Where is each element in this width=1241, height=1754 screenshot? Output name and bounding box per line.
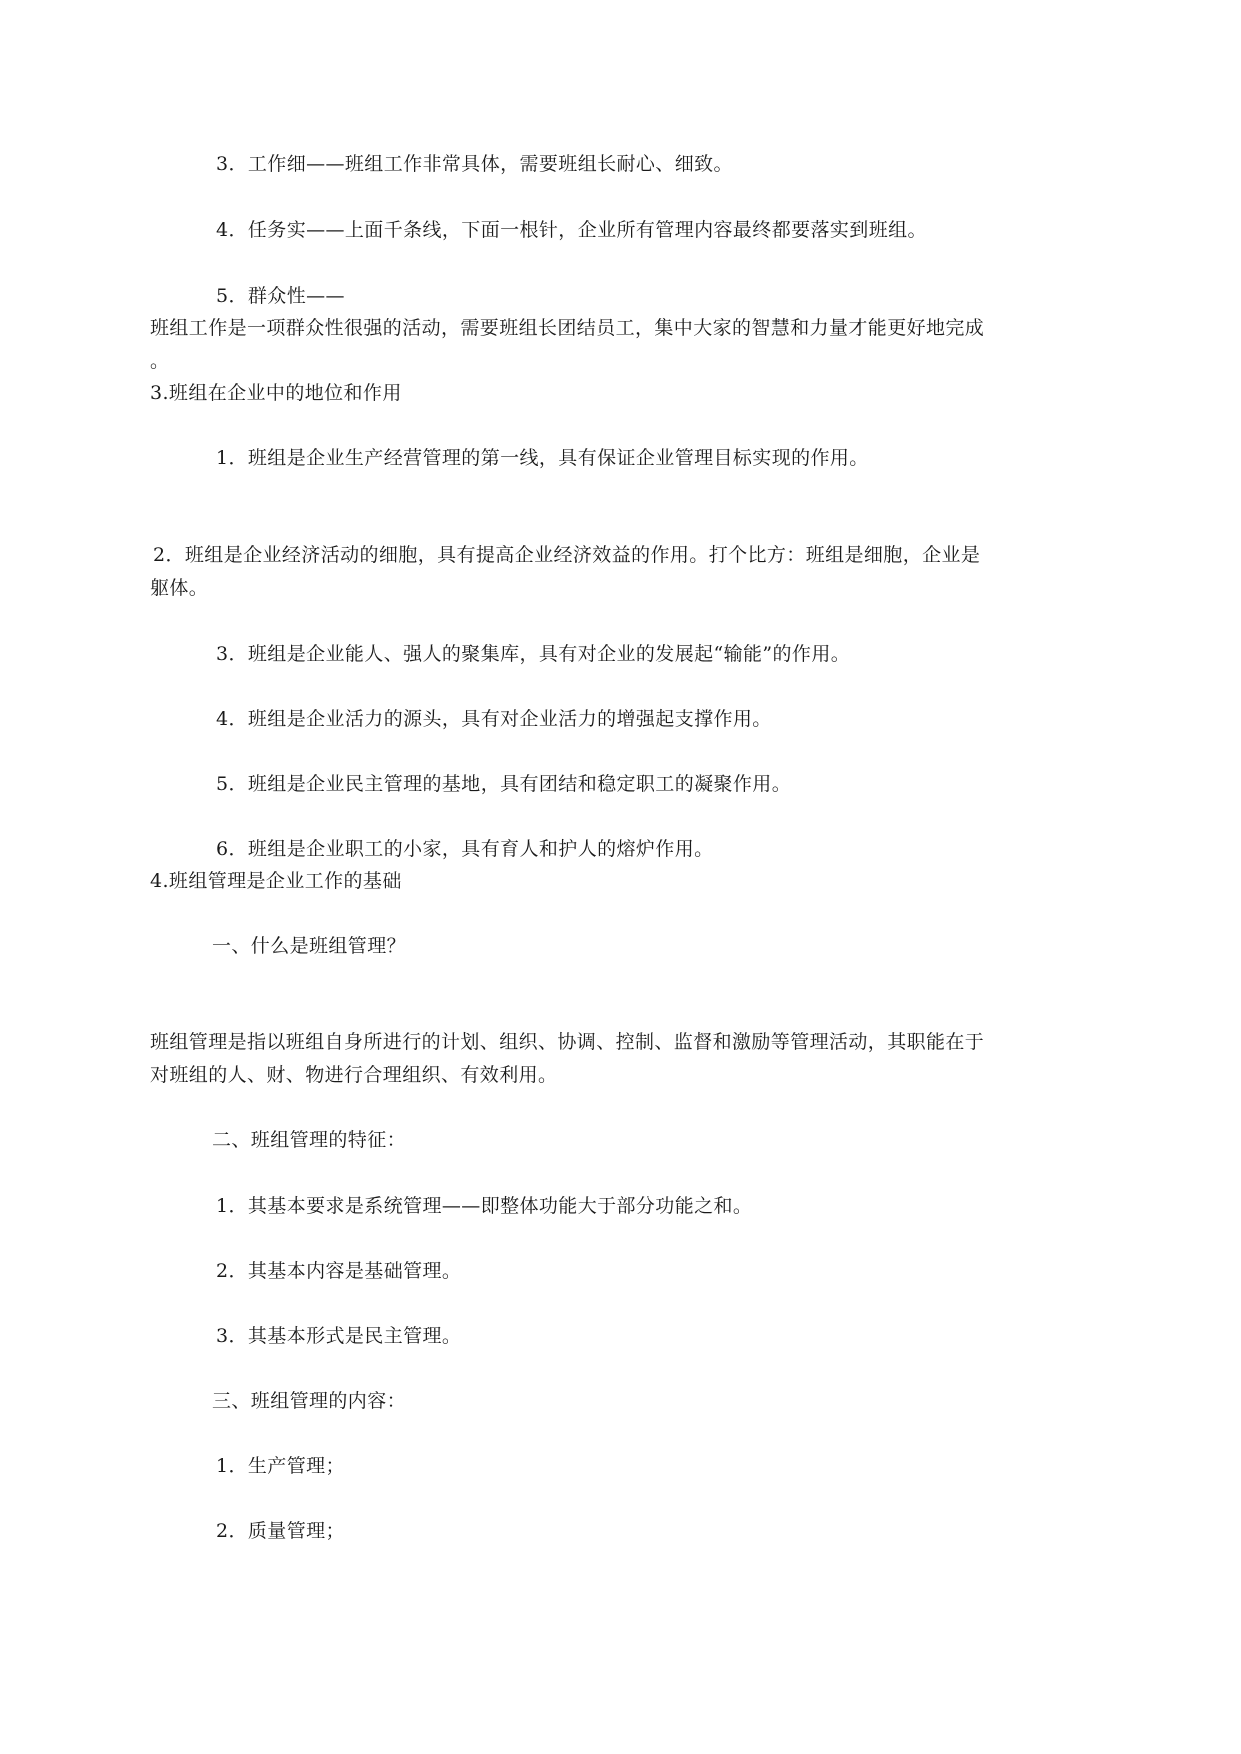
paragraph-line: 2．班组是企业经济活动的细胞，具有提高企业经济效益的作用。打个比方：班组是细胞，企业是 xyxy=(153,544,981,566)
paragraph-line: 躯体。 xyxy=(150,577,209,599)
paragraph-line: 。 xyxy=(150,350,170,372)
subsection-heading: 三、班组管理的内容： xyxy=(212,1390,407,1412)
list-item: 1．生产管理； xyxy=(216,1455,345,1477)
list-item: 2．其基本内容是基础管理。 xyxy=(216,1260,462,1282)
list-item: 3．班组是企业能人、强人的聚集库，具有对企业的发展起“输能”的作用。 xyxy=(216,643,851,665)
list-item: 4．班组是企业活力的源头，具有对企业活力的增强起支撑作用。 xyxy=(216,708,772,730)
paragraph-line: 班组工作是一项群众性很强的活动，需要班组长团结员工，集中大家的智慧和力量才能更好地完成 xyxy=(150,317,985,339)
subsection-heading: 一、什么是班组管理？ xyxy=(212,935,407,957)
paragraph-line: 对班组的人、财、物进行合理组织、有效利用。 xyxy=(150,1064,558,1086)
subsection-heading: 二、班组管理的特征： xyxy=(212,1129,407,1151)
list-item: 3．其基本形式是民主管理。 xyxy=(216,1325,462,1347)
section-heading: 3.班组在企业中的地位和作用 xyxy=(150,382,402,404)
list-item: 3．工作细——班组工作非常具体，需要班组长耐心、细致。 xyxy=(216,153,733,175)
list-item: 1．班组是企业生产经营管理的第一线，具有保证企业管理目标实现的作用。 xyxy=(216,447,869,469)
list-item: 5．班组是企业民主管理的基地，具有团结和稳定职工的凝聚作用。 xyxy=(216,773,792,795)
list-item: 6．班组是企业职工的小家，具有育人和护人的熔炉作用。 xyxy=(216,838,714,860)
list-item: 2．质量管理； xyxy=(216,1520,345,1542)
paragraph-line: 班组管理是指以班组自身所进行的计划、组织、协调、控制、监督和激励等管理活动，其职能在于 xyxy=(150,1031,985,1053)
list-item: 5．群众性—— xyxy=(216,285,345,307)
list-item: 4．任务实——上面千条线，下面一根针，企业所有管理内容最终都要落实到班组。 xyxy=(216,219,927,241)
section-heading: 4.班组管理是企业工作的基础 xyxy=(150,870,402,892)
list-item: 1．其基本要求是系统管理——即整体功能大于部分功能之和。 xyxy=(216,1195,753,1217)
